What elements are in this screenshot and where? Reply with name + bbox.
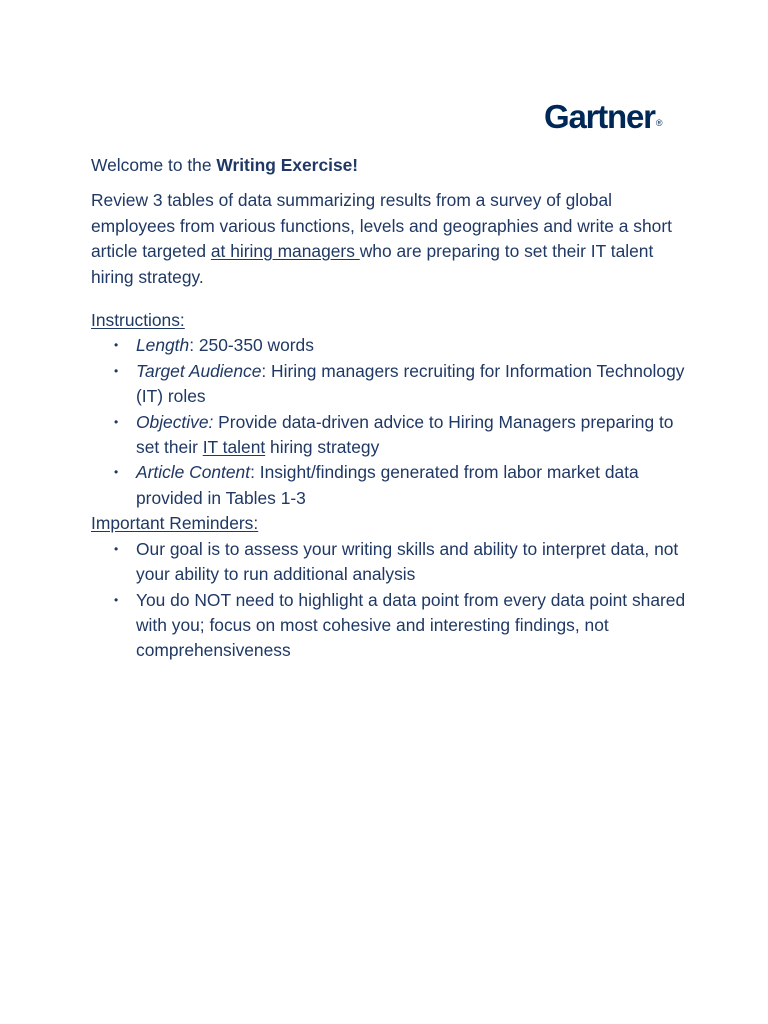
bullet-icon: • <box>114 338 119 353</box>
item-text: Our goal is to assess your writing skills and ability to interpret data, not your ability to run additional analysis <box>136 538 679 585</box>
list-item <box>91 410 691 461</box>
reminders-heading: Important Reminders: <box>91 513 259 534</box>
bullet-icon: • <box>114 363 119 378</box>
item-text: 250-350 words <box>198 335 314 356</box>
gartner-logo <box>544 100 662 133</box>
registered-mark: ® <box>655 118 663 128</box>
item-sep: : <box>261 360 272 381</box>
instructions-list <box>91 333 691 511</box>
welcome-prefix: Welcome to the <box>91 155 217 175</box>
item-label: Article Content <box>136 462 251 483</box>
list-item <box>91 359 691 410</box>
bullet-icon: • <box>114 414 119 429</box>
item-text: Provide data-driven advice to Hiring Managers preparing to set their <box>136 411 674 458</box>
item-sep: : <box>189 335 199 356</box>
review-text-2: who are preparing to set their IT talent hiring strategy. <box>91 241 654 287</box>
list-item <box>91 588 691 664</box>
welcome-title: Writing Exercise! <box>216 155 359 175</box>
document-body <box>91 153 691 664</box>
bullet-icon: • <box>114 541 119 556</box>
bullet-icon: • <box>114 465 119 480</box>
logo-text: Gartner <box>544 98 655 135</box>
review-text-1: Review 3 tables of data summarizing results from a survey of global employees from various functions, levels and geographies and write a short article targeted <box>91 190 672 262</box>
item-label: Objective: <box>136 411 214 432</box>
item-text: Insight/findings generated from labor market data provided in Tables 1-3 <box>136 462 639 508</box>
list-item <box>91 460 691 511</box>
review-paragraph <box>91 188 691 290</box>
item-label: Length <box>136 335 190 356</box>
item-underlined: IT talent <box>202 437 266 458</box>
reminders-list <box>91 537 691 664</box>
bullet-icon: • <box>114 592 119 607</box>
review-audience-underlined: at hiring managers <box>210 241 360 262</box>
item-sep: : <box>250 462 260 483</box>
list-item <box>91 333 691 358</box>
item-label: Target Audience <box>136 360 262 381</box>
item-text: You do NOT need to highlight a data point from every data point shared with you; focus on most cohesive and interesting findings, not comprehensiveness <box>136 589 686 661</box>
item-text-end: hiring strategy <box>265 437 380 458</box>
list-item <box>91 537 691 588</box>
welcome-line <box>91 153 691 178</box>
instructions-heading: Instructions: <box>91 310 185 331</box>
item-text: Hiring managers recruiting for Information Technology (IT) roles <box>136 360 685 407</box>
